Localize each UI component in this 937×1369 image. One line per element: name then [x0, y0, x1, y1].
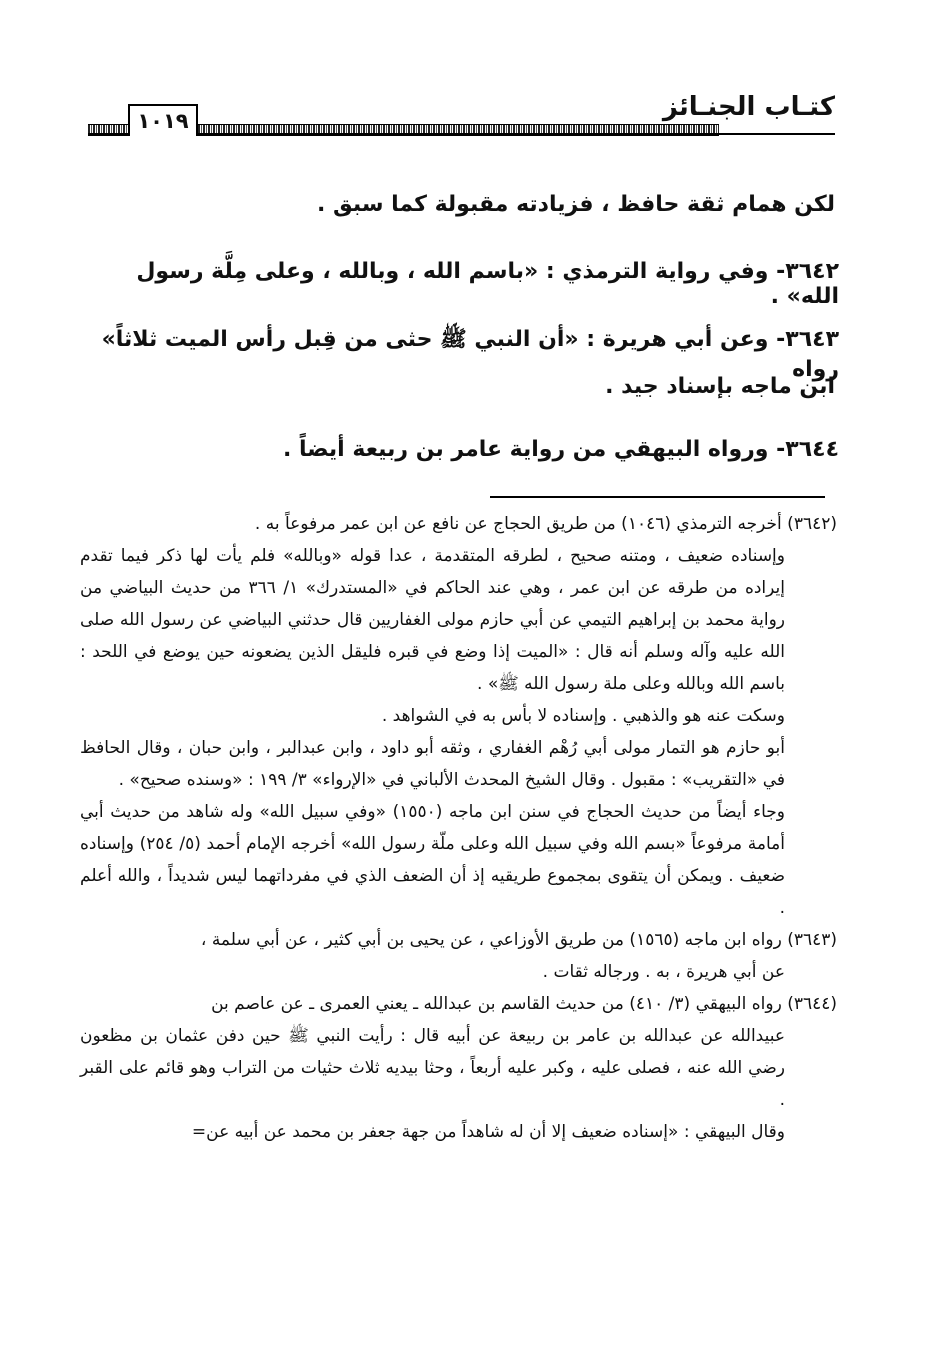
footnote-3642-para: وإسناده ضعيف ، ومتنه صحيح ، لطرقه المتقدمة ، عدا قوله «وبالله» فلم يأت لها ذكر فيما تقدم إيراده من طرقه عن ابن عمر ، وهي عند الحاكم في «المستدرك» ١/ ٣٦٦ من حديث البياضي من رواية محمد بن إبراهيم التيمي عن أبي حازم مولى الغفاريين قال حدثني البياضي عن رسول الله صلى الله عليه وآله وسلم أنه قال : «الميت إذا وضع في قبره فليقل الذين يضعونه حين يوضع في اللحد : باسم الله وبالله وعلى ملة رسول الله ﷺ» . — [80, 546, 785, 694]
footnote-3643-para: عن أبي هريرة ، به . ورجاله ثقات . — [542, 962, 785, 982]
footnotes — [80, 508, 837, 1148]
hadith-3644 — [80, 437, 839, 462]
footnote-3642-para: أبو حازم هو التمار مولى أبي رُهْم الغفاري ، وثقه أبو داود ، وابن عبدالبر ، وابن حبان ، وقال الحافظ في «التقريب» : مقبول . وقال الشيخ المحدث الألباني في «الإرواء» ٣/ ١٩٩ : «وسنده صحيح» . — [80, 738, 785, 790]
chapter-title: كتـاب الجنـائز — [662, 92, 835, 122]
hadith-3643-continuation: ابن ماجه بإسناد جيد . — [605, 374, 835, 399]
footnote-3643-head: (٣٦٤٣) رواه ابن ماجه (١٥٦٥) من طريق الأوزاعي ، عن يحيى بن أبي كثير ، عن أبي سلمة ، — [200, 930, 837, 950]
body-text: لكن همام ثقة حافظ ، فزيادته مقبولة كما سبق . — [317, 192, 835, 217]
body-line-continuation — [80, 192, 835, 217]
hadith-text: وعن أبي هريرة : «أن النبي ﷺ حثى من قِبل رأس الميت ثلاثاً» رواه — [101, 327, 839, 382]
footnote-separator — [490, 496, 825, 498]
hadith-text: وفي رواية الترمذي : «باسم الله ، وبالله ، وعلى مِلَّة رسول الله» . — [136, 259, 839, 309]
hadith-text: ورواه البيهقي من رواية عامر بن ربيعة أيضاً . — [282, 437, 769, 462]
footnote-3642-para: وجاء أيضاً من حديث الحجاج في سنن ابن ماجه (١٥٥٠) «وفي سبيل الله» وله شاهد من حديث أبي أمامة مرفوعاً «بسم الله وفي سبيل الله وعلى ملّة رسول الله» أخرجه الإمام أحمد (٥/ ٢٥٤) وإسناده ضعيف . ويمكن أن يتقوى بمجموع طريقيه إذ أن الضعف الذي في مفرداتهما ليس شديداً ، والله أعلم . — [80, 802, 785, 918]
hadith-number: ٣٦٤٢- — [776, 259, 839, 284]
footnote-3644-head: (٣٦٤٤) رواه البيهقي (٣/ ٤١٠) من حديث القاسم بن عبدالله ـ يعني العمرى ـ عن عاصم بن — [211, 994, 837, 1014]
footnote-3642-para: وسكت عنه هو والذهبي . وإسناده لا بأس به في الشواهد . — [381, 706, 785, 726]
hadith-number: ٣٦٤٣- — [776, 327, 839, 352]
footnote-3644-para: وقال البيهقي : «إسناده ضعيف إلا أن له شاهداً من جهة جعفر بن محمد عن أبيه عن= — [191, 1122, 785, 1142]
footnote-3644-para: عبيدالله عن عبدالله بن عامر بن ربيعة عن أبيه قال : رأيت النبي ﷺ حين دفن عثمان بن مظعون رضي الله عنه ، فصلى عليه ، وكبر عليه أربعاً ، وحثا بيديه ثلاث حثيات من التراب وهو قائم على القبر . — [80, 1026, 785, 1110]
header-underline — [88, 133, 835, 135]
page-number: ١٠١٩ — [128, 104, 198, 136]
hadith-number: ٣٦٤٤- — [776, 437, 839, 462]
hadith-3642 — [80, 259, 839, 309]
footnote-3642-head: (٣٦٤٢) أخرجه الترمذي (١٠٤٦) من طريق الحجاج عن نافع عن ابن عمر مرفوعاً به . — [254, 514, 837, 534]
